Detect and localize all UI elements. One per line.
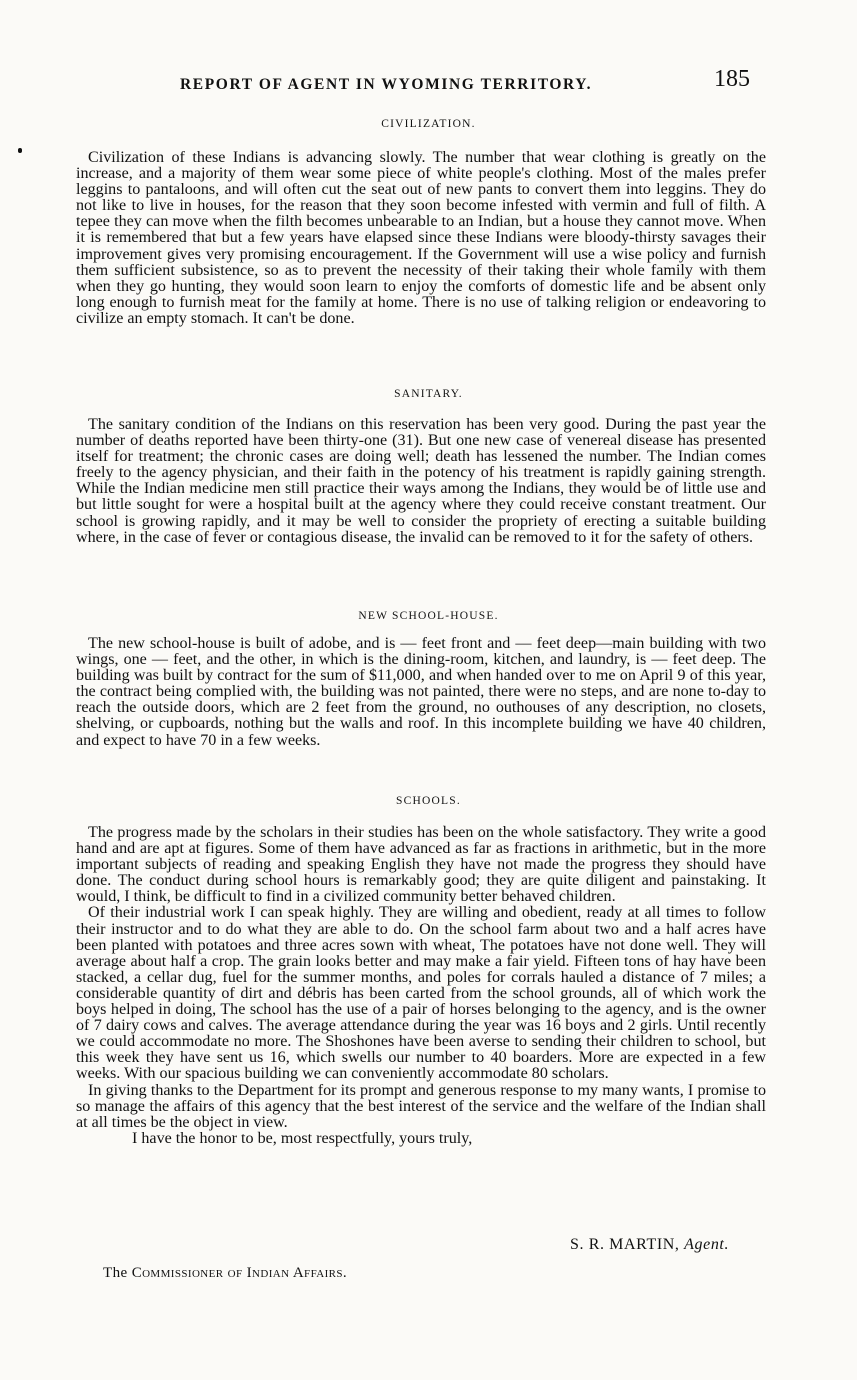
- signatory-title: Agent.: [684, 1236, 730, 1253]
- addressee-prefix: The: [103, 1265, 128, 1281]
- section-heading-civilization: CIVILIZATION.: [381, 118, 476, 130]
- section-body-schools: [76, 825, 766, 1147]
- section-heading-schools: SCHOOLS.: [396, 795, 461, 807]
- section-body-sanitary: [76, 417, 766, 546]
- paragraph: Civilization of these Indians is advancing slowly. The number that wear clothing is greatly on the increase, and a majority of them wear some piece of white people's clothing. Most of the males prefer leggins to pantaloons, and will often cut the seat out of new pants to convert them into leggins. They do not like to live in houses, for the reason that they soon become infested with vermin and full of filth. A tepee they can move when the filth becomes unbearable to an Indian, but a house they cannot move. When it is remembered that but a few years have elapsed since these Indians were bloody-thirsty savages their improvement gives very promising encouragement. If the Government will use a wise policy and furnish them sufficient subsistence, so as to prevent the necessity of their taking their whole family with them when they go hunting, they would soon learn to enjoy the comforts of domestic life and be absent only long enough to furnish meat for the family at home. There is no use of talking religion or endeavoring to civilize an empty stomach. It can't be done.: [76, 149, 766, 327]
- addressee: [103, 1265, 347, 1282]
- paragraph: In giving thanks to the Department for its prompt and generous response to my many wants, I promise to so manage the affairs of this agency that the best interest of the service and the welfare of the Indian shall at all times be the object in view.: [76, 1081, 766, 1131]
- signatory-name: S. R. MARTIN,: [570, 1236, 680, 1253]
- paragraph: The new school-house is built of adobe, and is — feet front and — feet deep—main building with two wings, one — feet, and the other, in which is the dining-room, kitchen, and laundry, is — feet deep. The building was built by contract for the sum of $11,000, and when handed over to me on April 9 of this year, the contract being complied with, the building was not painted, there were no steps, and are none to-day to reach the outside doors, which are 2 feet from the ground, no outhouses of any description, no closets, shelving, or cupboards, nothing but the walls and roof. In this incomplete building we have 40 children, and expect to have 70 in a few weeks.: [76, 635, 766, 749]
- section-heading-sanitary: SANITARY.: [394, 388, 463, 400]
- ink-speck: [18, 148, 22, 153]
- section-heading-school-house: NEW SCHOOL-HOUSE.: [358, 610, 499, 622]
- closing-line: I have the honor to be, most respectfully, yours truly,: [132, 1129, 473, 1147]
- running-title: REPORT OF AGENT IN WYOMING TERRITORY.: [180, 76, 593, 93]
- paragraph: The sanitary condition of the Indians on this reservation has been very good. During the past year the number of deaths reported have been thirty-one (31). But one new case of venereal disease has presented itself for treatment; the chronic cases are doing well; death has lessened the number. The Indian comes freely to the agency physician, and their faith in the potency of his treatment is rapidly gaining strength. While the Indian medicine men still practice their ways among the Indians, they would be of little use and but little sought for were a hospital built at the agency where they could receive constant treatment. Our school is growing rapidly, and it may be well to consider the propriety of erecting a suitable building where, in the case of fever or contagious disease, the invalid can be removed to it for the safety of others.: [76, 416, 766, 546]
- signature: [570, 1236, 729, 1254]
- page-number: 185: [714, 66, 750, 92]
- section-body-civilization: [76, 150, 766, 327]
- section-body-school-house: [76, 636, 766, 749]
- paragraph: Of their industrial work I can speak highly. They are willing and obedient, ready at all times to follow their instructor and to do what they are able to do. On the school farm about two and a half acres have been planted with potatoes and three acres sown with wheat, The potatoes have not done well. They will average about half a crop. The grain looks better and may make a fair yield. Fifteen tons of hay have been stacked, a cellar dug, fuel for the summer months, and poles for corrals hauled a distance of 7 miles; a considerable quantity of dirt and débris has been carted from the school grounds, all of which work the boys helped in doing, The school has the use of a pair of horses belonging to the agency, and is the owner of 7 dairy cows and calves. The average attendance during the year was 16 boys and 2 girls. Until recently we could accommodate no more. The Shoshones have been averse to sending their children to school, but this week they have sent us 16, which swells our number to 40 boarders. More are expected in a few weeks. With our spacious building we can conveniently accommodate 80 scholars.: [76, 904, 766, 1083]
- addressee-recipient: Commissioner of Indian Affairs.: [131, 1265, 348, 1281]
- paragraph: The progress made by the scholars in their studies has been on the whole satisfactory. They write a good hand and are apt at figures. Some of them have advanced as far as fractions in arithmetic, but in the more important subjects of reading and speaking English they have not made the progress they should have done. The conduct during school hours is remarkably good; they are quite diligent and painstaking. It would, I think, be difficult to find in a civilized community better behaved children.: [76, 824, 766, 906]
